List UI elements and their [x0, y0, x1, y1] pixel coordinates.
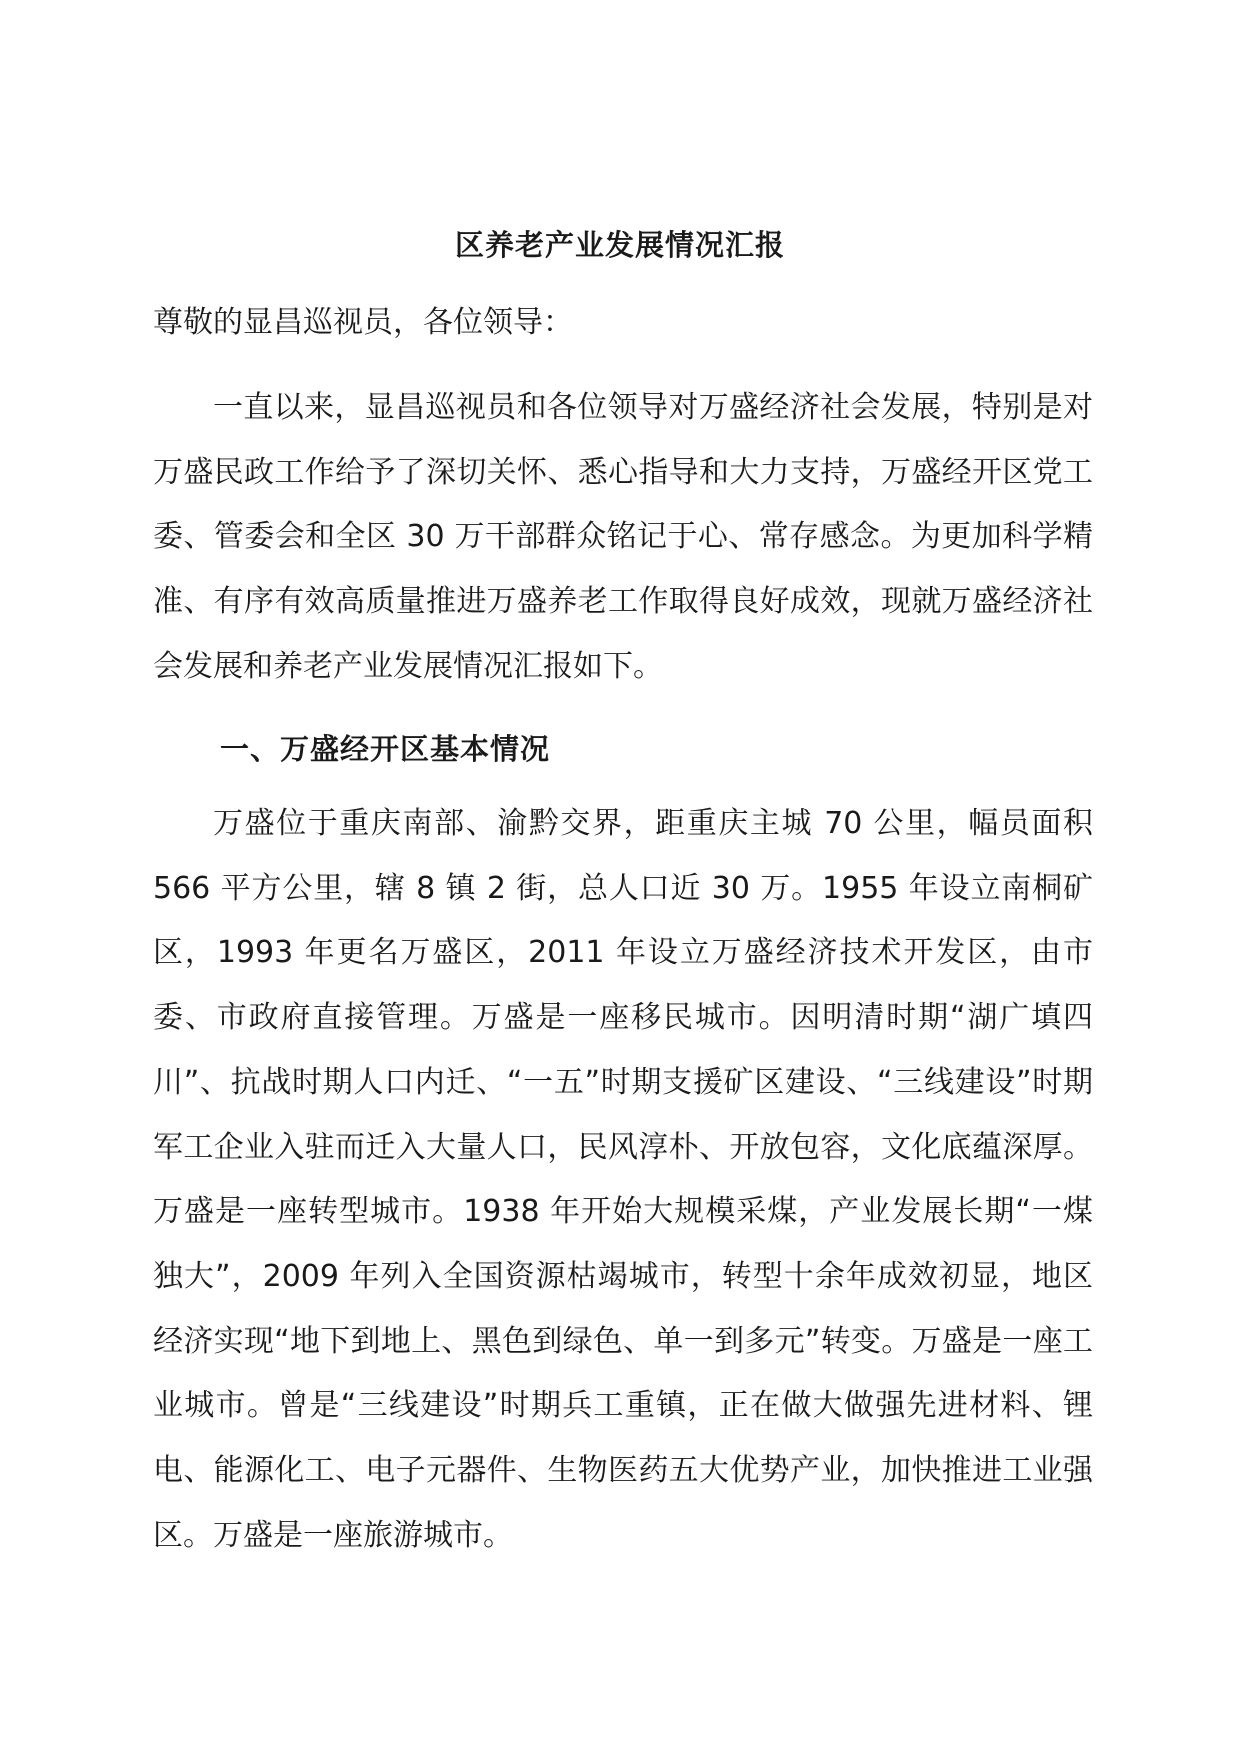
- salutation: 尊敬的显昌巡视员，各位领导：: [153, 305, 573, 340]
- intro-paragraph: 一直以来，显昌巡视员和各位领导对万盛经济社会发展，特别是对万盛民政工作给予了深切关怀、悉心指导和大力支持，万盛经开区党工委、管委会和全区 30 万干部群众铭记于心、常存感念。为更加科学精准、有序有效高质量推进万盛养老工作取得良好成效，现就万盛经济社会发展和养老产业发展情况汇报如下。: [153, 390, 1093, 684]
- section-heading-basic-situation: 一、万盛经开区基本情况: [220, 732, 551, 766]
- document-title: 区养老产业发展情况汇报: [454, 228, 785, 262]
- section-body-basic-situation: 万盛位于重庆南部、渝黔交界，距重庆主城 70 公里，幅员面积566 平方公里，辖 8 镇 2 街，总人口近 30 万。1955 年设立南桐矿区，1993 年更名万盛区，2011 年设立万盛经济技术开发区，由市委、市政府直接管理。万盛是一座移民城市。因明清时期“湖广填四川”、抗战时期人口内迁、“一五”时期支援矿区建设、“三线建设”时期军工企业入驻而迁入大量人口，民风淳朴、开放包容，文化底蕴深厚。万盛是一座转型城市。1938 年开始大规模采煤，产业发展长期“一煤独大”，2009 年列入全国资源枯竭城市，转型十余年成效初显，地区经济实现“地下到地上、黑色到绿色、单一到多元”转变。万盛是一座工业城市。曾是“三线建设”时期兵工重镇，正在做大做强先进材料、锂电、能源化工、电子元器件、生物医药五大优势产业，加快推进工业强区。万盛是一座旅游城市。: [153, 806, 1093, 1553]
